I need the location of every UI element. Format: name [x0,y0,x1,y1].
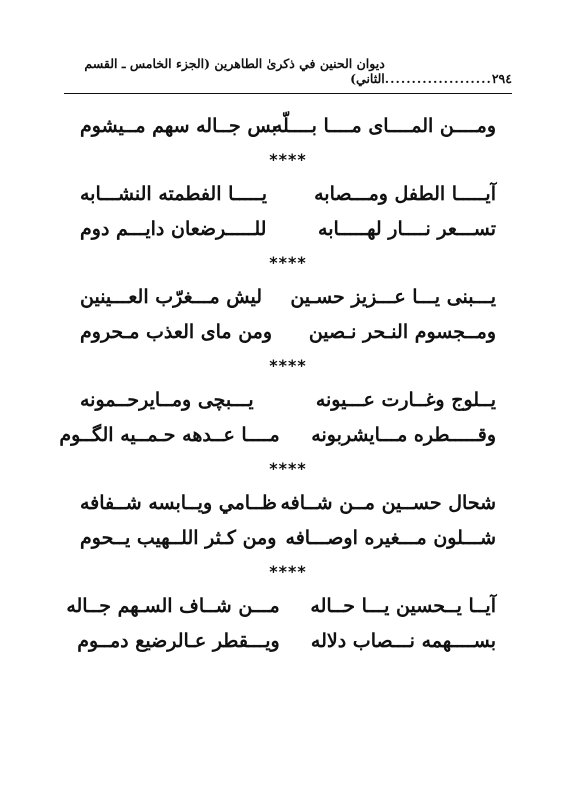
header-dots: .................... [384,71,492,86]
verse-first-hemistich: وقـــــطره مـــايشربونه [311,423,496,446]
verse-second-hemistich: بس جــاله سهم مــيشوم [80,114,277,137]
verse-second-hemistich: ومن ماى العذب مـحروم [80,320,273,343]
stanza-separator: **** [269,150,307,169]
page-header [64,56,512,86]
verse-line [64,176,512,211]
verse-second-hemistich: مــــا عــدهه حـمــيه الگــوم [59,423,280,446]
verse-second-hemistich: يـــبچى ومــايرحــمونه [80,388,254,411]
stanza-separator: **** [269,562,307,581]
verse-line [64,623,512,658]
verse-second-hemistich: ومن كـثر اللــهيب يــحوم [80,526,277,549]
stanza-separator: **** [269,356,307,375]
verse-second-hemistich: ظــامي ويــابسه شــفافه [80,491,277,514]
poem [59,108,512,658]
verse-first-hemistich: يـــبنى يـــا عـــزيز حسـين [290,285,496,308]
verse-line [64,588,512,623]
stanza-separator: **** [269,253,307,272]
verse-line [64,279,512,314]
header-rule [64,93,512,94]
verse-second-hemistich: ويـــقطر عـالرضيع دمــوم [77,629,280,652]
verse-line [64,520,512,555]
verse-first-hemistich: تســـعر نــــار لهـــــابه [318,217,496,240]
verse-second-hemistich: للـــــرضعان دايـــم دوم [80,217,267,240]
verse-line [64,485,512,520]
verse-first-hemistich: آيــا يــحسين يـــا حــاله [310,594,496,617]
verse-second-hemistich: مـــن شــاف السـهم جــاله [66,594,280,617]
verse-line [59,417,512,452]
verse-line [64,382,512,417]
verse-line [64,108,512,143]
header-title: ديوان الحنين في ذكرىٰ الطاهرين (الجزء الخامس ـ القسم الثاني) [84,56,385,86]
verse-first-hemistich: ومــــن المــــاى مــــا بــــلّه [272,114,496,137]
verse-line [64,211,512,246]
verse-second-hemistich: ليش مـــغرّب العـــينين [80,285,262,308]
verse-first-hemistich: بســــهمه نـــصاب دلاله [310,629,496,652]
verse-first-hemistich: شحال حســين مــن شــافه [280,491,496,514]
stanza-separator: **** [269,459,307,478]
page-number: ٢٩٤ [491,71,512,86]
verse-line [64,314,512,349]
verse-first-hemistich: ومــجسوم النـحر نـصين [308,320,496,343]
verse-second-hemistich: يـــــا الفطمته النشـــابه [80,182,268,205]
verse-first-hemistich: يــلوج وغــارت عـــيونه [315,388,496,411]
verse-first-hemistich: شـــلون مـــغيره اوصـــافه [285,526,496,549]
verse-first-hemistich: آيـــــا الطفل ومـــصابه [314,182,496,205]
